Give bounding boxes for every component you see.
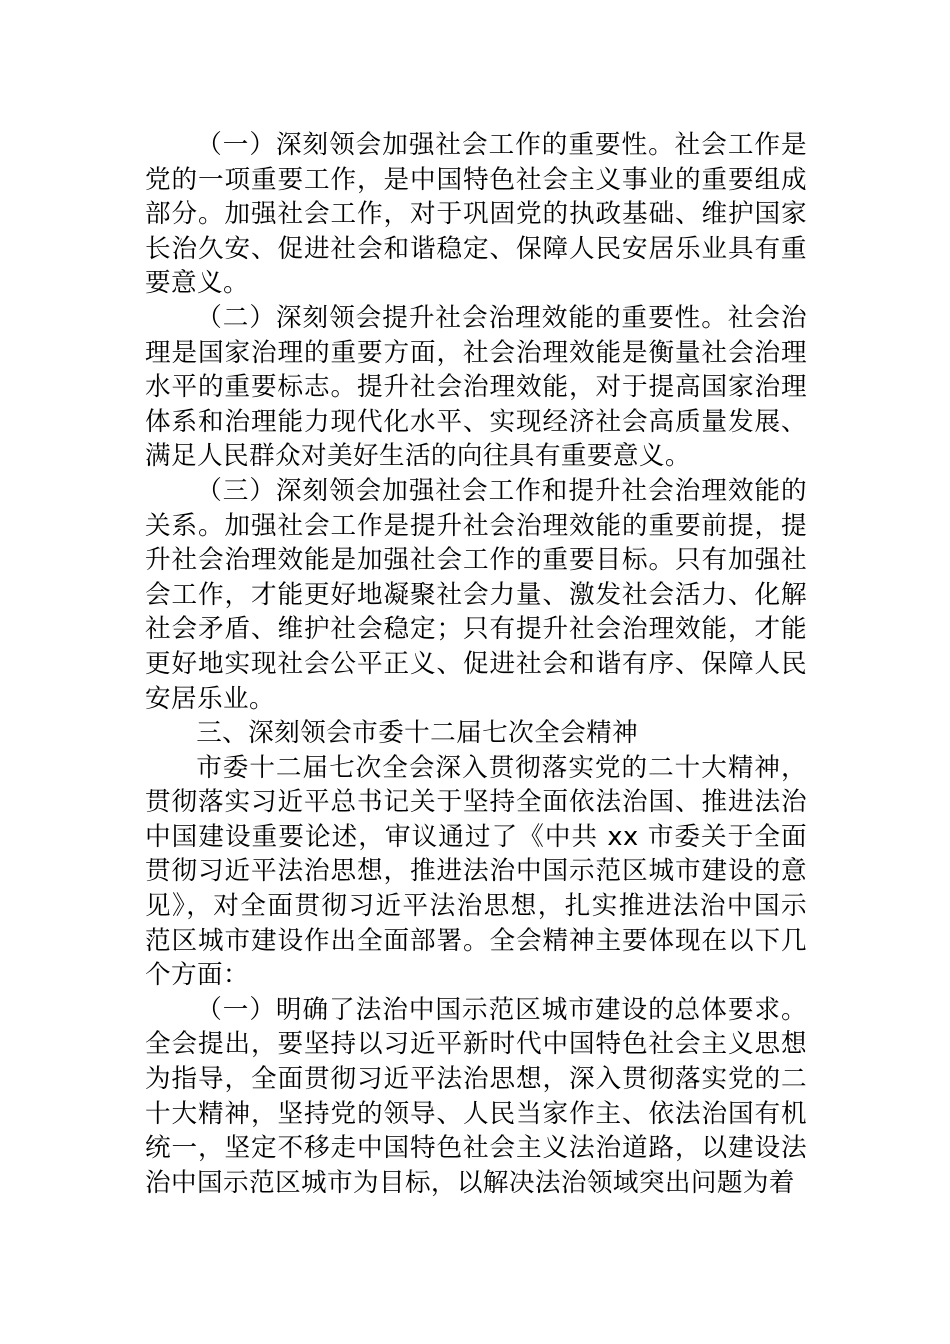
section-heading: 三、深刻领会市委十二届七次全会精神 xyxy=(196,718,639,749)
document-body xyxy=(145,128,807,1200)
paragraph-4: 市委十二届七次全会深入贯彻落实党的二十大精神，贯彻落实习近平总书记关于坚持全面依法治国、推进法治中国建设重要论述，审议通过了《中共 xx 市委关于全面贯彻习近平法治思想，推进法治中国示范区城市建设的意见》，对全面贯彻习近平法治思想，扎实推进法治中国示范区城市建设作出全面部署。全会精神主要体现在以下几个方面： xyxy=(145,752,807,991)
paragraph-2: （二）深刻领会提升社会治理效能的重要性。社会治理是国家治理的重要方面，社会治理效能是衡量社会治理水平的重要标志。提升社会治理效能，对于提高国家治理体系和治理能力现代化水平、实现经济社会高质量发展、满足人民群众对美好生活的向往具有重要意义。 xyxy=(145,302,807,472)
paragraph-5: （一）明确了法治中国示范区城市建设的总体要求。全会提出，要坚持以习近平新时代中国特色社会主义思想为指导，全面贯彻习近平法治思想，深入贯彻落实党的二十大精神，坚持党的领导、人民当家作主、依法治国有机统一，坚定不移走中国特色社会主义法治道路，以建设法治中国示范区城市为目标，以解决法治领域突出问题为着 xyxy=(145,994,807,1198)
paragraph-1: （一）深刻领会加强社会工作的重要性。社会工作是党的一项重要工作，是中国特色社会主义事业的重要组成部分。加强社会工作，对于巩固党的执政基础、维护国家长治久安、促进社会和谐稳定、保障人民安居乐业具有重要意义。 xyxy=(145,130,807,299)
paragraph-3: （三）深刻领会加强社会工作和提升社会治理效能的关系。加强社会工作是提升社会治理效能的重要前提，提升社会治理效能是加强社会工作的重要目标。只有加强社会工作，才能更好地凝聚社会力量、激发社会活力、化解社会矛盾、维护社会稳定；只有提升社会治理效能，才能更好地实现社会公平正义、促进社会和谐有序、保障人民安居乐业。 xyxy=(145,475,807,714)
